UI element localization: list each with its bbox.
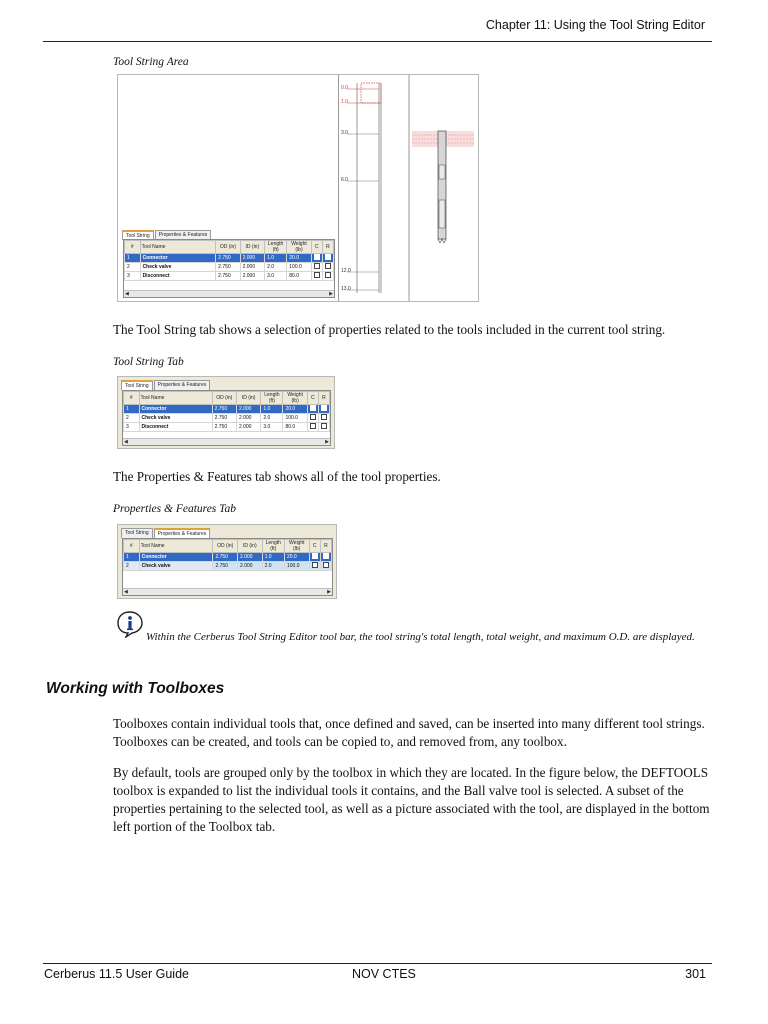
horizontal-scrollbar[interactable] bbox=[123, 588, 332, 595]
row-number: 2 bbox=[124, 414, 140, 423]
col-id[interactable]: ID (in) bbox=[238, 540, 263, 553]
row-id: 2.000 bbox=[236, 405, 260, 414]
col-number[interactable]: # bbox=[124, 392, 140, 405]
row-weight: 100.0 bbox=[284, 562, 309, 571]
checkbox-icon[interactable] bbox=[325, 254, 331, 260]
row-number: 1 bbox=[125, 254, 141, 263]
tab-properties-features[interactable]: Properties & Features bbox=[154, 380, 211, 390]
row-tool-name: Check valve bbox=[139, 562, 213, 571]
tool-string-tab-screenshot bbox=[117, 376, 335, 449]
scroll-arrow-icon[interactable]: ▶ bbox=[325, 439, 329, 445]
row-length: 2.0 bbox=[262, 562, 284, 571]
checkbox-icon[interactable] bbox=[310, 405, 316, 411]
tool-string-tabs bbox=[121, 528, 211, 538]
row-length: 1.0 bbox=[261, 405, 283, 414]
paragraph-toolboxes-default: By default, tools are grouped only by the toolbox in which they are located. In the figure below, the DEFTOOLS toolbox is expanded to list the individual tools it contains, and the Ball valve tool is selected. A subset of the properties pertaining to the selected tool, as well as a picture associated with the tool, are displayed in the bottom left portion of the Toolbox tab. bbox=[113, 765, 710, 834]
row-weight: 20.0 bbox=[287, 254, 311, 263]
col-length[interactable]: Length (ft) bbox=[261, 392, 283, 405]
checkbox-icon[interactable] bbox=[310, 414, 316, 420]
row-od: 2.750 bbox=[216, 254, 240, 263]
row-number: 1 bbox=[124, 553, 140, 562]
col-id[interactable]: ID (in) bbox=[240, 241, 264, 254]
paragraph-tool-string-tab: The Tool String tab shows a selection of properties related to the tools included in the current tool string. bbox=[113, 322, 666, 337]
row-tool-name: Connector bbox=[139, 405, 212, 414]
row-id: 2.000 bbox=[240, 254, 264, 263]
footer-doc-title: Cerberus 11.5 User Guide bbox=[44, 967, 189, 981]
chapter-header: Chapter 11: Using the Tool String Editor bbox=[485, 18, 705, 32]
col-od[interactable]: OD (in) bbox=[216, 241, 240, 254]
checkbox-icon[interactable] bbox=[312, 562, 318, 568]
checkbox-icon[interactable] bbox=[314, 263, 320, 269]
ruler-label: 6.0 bbox=[341, 177, 348, 183]
info-note: Within the Cerberus Tool String Editor tool bar, the tool string's total length, total weight, and maximum O.D. are displayed. bbox=[146, 631, 695, 643]
ruler-label: 1.0 bbox=[341, 99, 348, 105]
table-row[interactable] bbox=[124, 405, 330, 414]
caption-properties-tab: Properties & Features Tab bbox=[113, 503, 236, 515]
col-tool-name[interactable]: Tool Name bbox=[140, 241, 216, 254]
col-number[interactable]: # bbox=[125, 241, 141, 254]
col-od[interactable]: OD (in) bbox=[212, 392, 236, 405]
table-row[interactable] bbox=[125, 263, 334, 272]
row-id: 2.000 bbox=[236, 414, 260, 423]
scroll-arrow-icon[interactable]: ◀ bbox=[125, 291, 129, 297]
col-c[interactable]: C bbox=[307, 392, 318, 405]
checkbox-icon[interactable] bbox=[321, 414, 327, 420]
col-r[interactable]: R bbox=[320, 540, 331, 553]
tab-properties-features[interactable]: Properties & Features bbox=[154, 528, 211, 538]
tab-tool-string[interactable]: Tool String bbox=[121, 528, 153, 538]
row-length: 1.0 bbox=[265, 254, 287, 263]
row-tool-name: Disconnect bbox=[140, 272, 216, 281]
section-heading: Working with Toolboxes bbox=[46, 680, 225, 697]
tab-properties-features[interactable]: Properties & Features bbox=[155, 230, 212, 240]
ruler-label: 13.0 bbox=[341, 286, 351, 292]
table-row[interactable] bbox=[124, 414, 330, 423]
row-weight: 80.0 bbox=[287, 272, 311, 281]
checkbox-icon[interactable] bbox=[321, 423, 327, 429]
tool-string-grid[interactable] bbox=[123, 239, 335, 298]
table-row[interactable] bbox=[125, 254, 334, 263]
row-od: 2.750 bbox=[213, 562, 238, 571]
row-number: 3 bbox=[125, 272, 141, 281]
table-row[interactable] bbox=[124, 553, 332, 562]
tool-string-grid[interactable] bbox=[122, 390, 331, 446]
tool-string-area-screenshot bbox=[117, 74, 479, 302]
table-row[interactable] bbox=[124, 423, 330, 432]
row-weight: 100.0 bbox=[283, 414, 307, 423]
row-od: 2.750 bbox=[213, 553, 238, 562]
row-weight: 100.0 bbox=[287, 263, 311, 272]
footer-company: NOV CTES bbox=[352, 967, 416, 981]
row-od: 2.750 bbox=[212, 423, 236, 432]
col-weight[interactable]: Weight (lb) bbox=[283, 392, 307, 405]
row-tool-name: Disconnect bbox=[139, 423, 212, 432]
info-icon bbox=[116, 610, 144, 638]
caption-tool-string-area: Tool String Area bbox=[113, 56, 189, 68]
row-number: 2 bbox=[125, 263, 141, 272]
table-row[interactable] bbox=[124, 562, 332, 571]
tool-string-diagram bbox=[339, 75, 478, 301]
tab-tool-string[interactable]: Tool String bbox=[122, 230, 154, 240]
row-id: 2.000 bbox=[240, 263, 264, 272]
footer-rule bbox=[43, 963, 712, 964]
row-id: 2.000 bbox=[240, 272, 264, 281]
row-length: 2.0 bbox=[265, 263, 287, 272]
properties-grid[interactable] bbox=[122, 538, 333, 596]
scroll-arrow-icon[interactable]: ◀ bbox=[124, 439, 128, 445]
row-tool-name: Connector bbox=[140, 254, 216, 263]
col-tool-name[interactable]: Tool Name bbox=[139, 392, 212, 405]
col-od[interactable]: OD (in) bbox=[213, 540, 238, 553]
row-weight: 20.0 bbox=[284, 553, 309, 562]
horizontal-scrollbar[interactable] bbox=[124, 290, 334, 297]
paragraph-properties-tab: The Properties & Features tab shows all of the tool properties. bbox=[113, 469, 441, 484]
scroll-arrow-icon[interactable]: ▶ bbox=[327, 589, 331, 595]
row-length: 2.0 bbox=[261, 414, 283, 423]
row-od: 2.750 bbox=[216, 263, 240, 272]
row-od: 2.750 bbox=[212, 414, 236, 423]
paragraph-toolboxes-intro: Toolboxes contain individual tools that, once defined and saved, can be inserted into many different tool strings. Toolboxes can be created, and tools can be copied to, and removed from, any toolbox. bbox=[113, 716, 705, 749]
row-tool-name: Check valve bbox=[139, 414, 212, 423]
row-weight: 80.0 bbox=[283, 423, 307, 432]
row-length: 1.0 bbox=[262, 553, 284, 562]
table-row[interactable] bbox=[125, 272, 334, 281]
col-c[interactable]: C bbox=[311, 241, 322, 254]
row-number: 1 bbox=[124, 405, 140, 414]
row-od: 2.750 bbox=[216, 272, 240, 281]
checkbox-icon[interactable] bbox=[314, 272, 320, 278]
scroll-arrow-icon[interactable]: ▶ bbox=[329, 291, 333, 297]
row-od: 2.750 bbox=[212, 405, 236, 414]
col-c[interactable]: C bbox=[309, 540, 320, 553]
col-tool-name[interactable]: Tool Name bbox=[139, 540, 213, 553]
col-r[interactable]: R bbox=[318, 392, 329, 405]
checkbox-icon[interactable] bbox=[310, 423, 316, 429]
row-number: 3 bbox=[124, 423, 140, 432]
col-r[interactable]: R bbox=[322, 241, 333, 254]
col-length[interactable]: Length (ft) bbox=[262, 540, 284, 553]
footer-page-number: 301 bbox=[685, 967, 706, 981]
ruler-label: 12.0 bbox=[341, 268, 351, 274]
grid-header-row bbox=[125, 241, 334, 254]
caption-tool-string-tab: Tool String Tab bbox=[113, 356, 184, 368]
checkbox-icon[interactable] bbox=[323, 553, 329, 559]
row-length: 3.0 bbox=[261, 423, 283, 432]
tool-string-tabs bbox=[121, 380, 211, 390]
grid-header-row bbox=[124, 540, 332, 553]
header-rule bbox=[43, 41, 712, 42]
properties-tab-screenshot bbox=[117, 524, 337, 599]
col-weight[interactable]: Weight (lb) bbox=[284, 540, 309, 553]
checkbox-icon[interactable] bbox=[325, 263, 331, 269]
ruler-label: 3.0 bbox=[341, 130, 348, 136]
row-id: 2.000 bbox=[238, 562, 263, 571]
grid-header-row bbox=[124, 392, 330, 405]
row-weight: 20.0 bbox=[283, 405, 307, 414]
row-tool-name: Connector bbox=[139, 553, 213, 562]
row-id: 2.000 bbox=[236, 423, 260, 432]
col-number[interactable]: # bbox=[124, 540, 140, 553]
row-tool-name: Check valve bbox=[140, 263, 216, 272]
tab-tool-string[interactable]: Tool String bbox=[121, 380, 153, 390]
row-length: 3.0 bbox=[265, 272, 287, 281]
scroll-arrow-icon[interactable]: ◀ bbox=[124, 589, 128, 595]
ruler-label: 0.0 bbox=[341, 85, 348, 91]
checkbox-icon[interactable] bbox=[321, 405, 327, 411]
checkbox-icon[interactable] bbox=[312, 553, 318, 559]
checkbox-icon[interactable] bbox=[314, 254, 320, 260]
col-id[interactable]: ID (in) bbox=[236, 392, 260, 405]
horizontal-scrollbar[interactable] bbox=[123, 438, 330, 445]
checkbox-icon[interactable] bbox=[325, 272, 331, 278]
row-number: 2 bbox=[124, 562, 140, 571]
col-weight[interactable]: Weight (lb) bbox=[287, 241, 311, 254]
col-length[interactable]: Length (ft) bbox=[265, 241, 287, 254]
checkbox-icon[interactable] bbox=[323, 562, 329, 568]
row-id: 2.000 bbox=[238, 553, 263, 562]
